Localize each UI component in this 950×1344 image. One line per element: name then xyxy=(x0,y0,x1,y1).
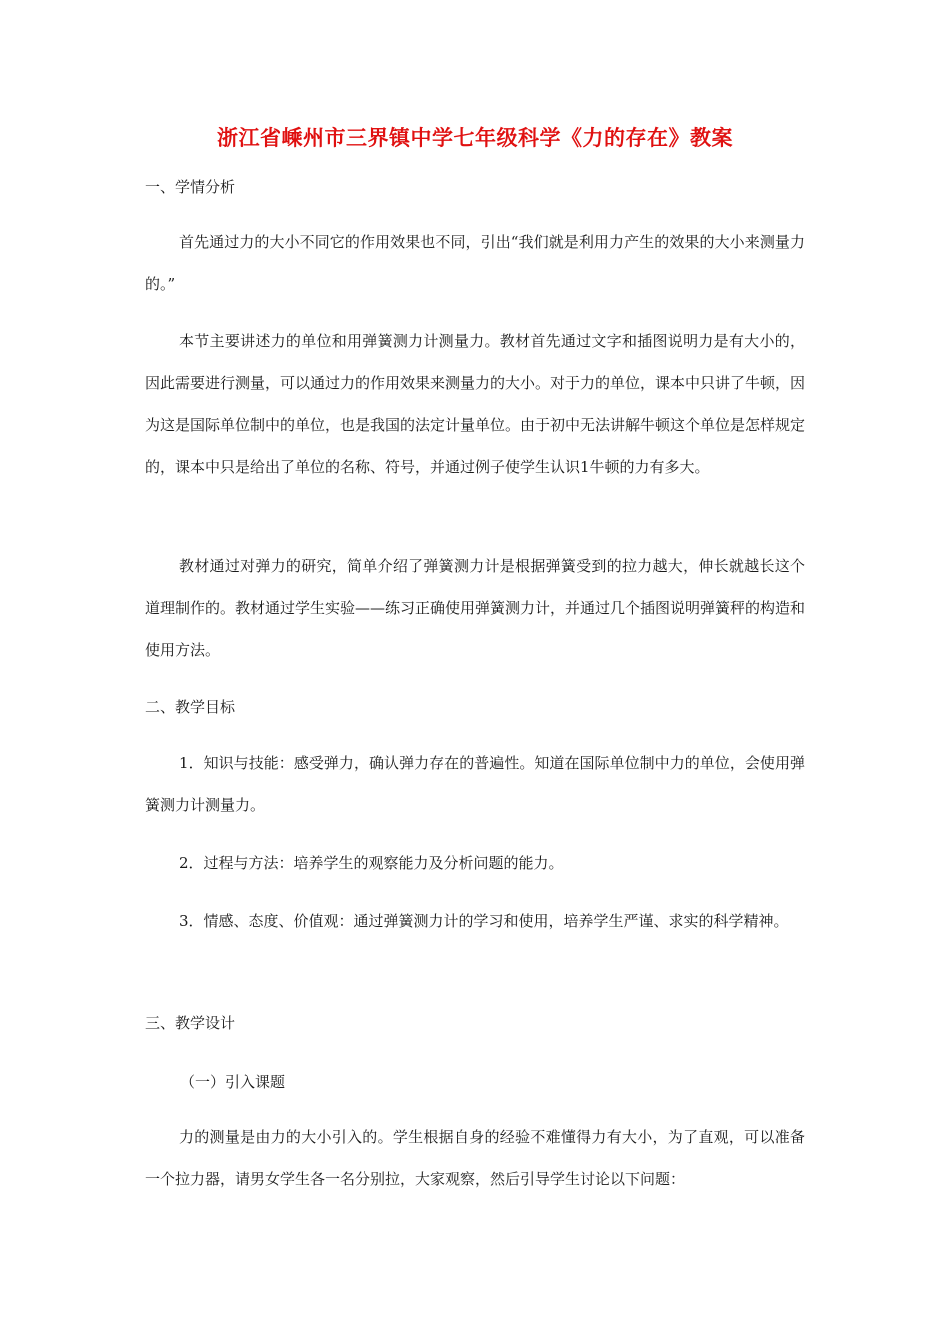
goal-attitude: 3．情感、态度、价值观：通过弹簧测力计的学习和使用，培养学生严谨、求实的科学精神。 xyxy=(179,912,789,930)
paragraph-intro: 首先通过力的大小不同它的作用效果也不同，引出“我们就是利用力产生的效果的大小来测量力的。” xyxy=(145,233,805,293)
section-heading-analysis: 一、学情分析 xyxy=(145,178,236,196)
paragraph-spring-scale: 教材通过对弹力的研究，简单介绍了弹簧测力计是根据弹簧受到的拉力越大，伸长就越长这个道理制作的。教材通过学生实验——练习正确使用弹簧测力计，并通过几个插图说明弹簧秤的构造和使用方法。 xyxy=(145,557,806,659)
goal-knowledge: 1．知识与技能：感受弹力，确认弹力存在的普遍性。知道在国际单位制中力的单位，会使用弹簧测力计测量力。 xyxy=(145,754,805,814)
goal-process: 2．过程与方法：培养学生的观察能力及分析问题的能力。 xyxy=(179,854,564,872)
section-heading-goals: 二、教学目标 xyxy=(145,698,236,716)
document-title: 浙江省嵊州市三界镇中学七年级科学《力的存在》教案 xyxy=(217,126,733,150)
subheading-intro: （一）引入课题 xyxy=(180,1073,286,1091)
paragraph-lesson-intro: 力的测量是由力的大小引入的。学生根据自身的经验不难懂得力有大小，为了直观，可以准备一个拉力器，请男女学生各一名分别拉，大家观察，然后引导学生讨论以下问题： xyxy=(145,1128,805,1188)
paragraph-content-overview: 本节主要讲述力的单位和用弹簧测力计测量力。教材首先通过文字和插图说明力是有大小的，因此需要进行测量，可以通过力的作用效果来测量力的大小。对于力的单位，课本中只讲了牛顿，因为这是国际单位制中的单位，也是我国的法定计量单位。由于初中无法讲解牛顿这个单位是怎样规定的，课本中只是给出了单位的名称、符号，并通过例子使学生认识1牛顿的力有多大。 xyxy=(145,332,806,476)
section-heading-design: 三、教学设计 xyxy=(145,1014,236,1032)
